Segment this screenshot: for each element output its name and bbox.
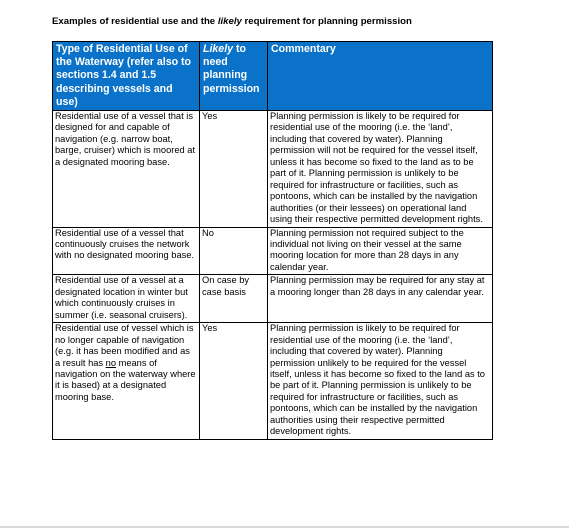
- cell-commentary: Planning permission may be required for any stay at a mooring longer than 28 days in any calendar year.: [268, 275, 493, 323]
- cell-commentary: Planning permission not required subject to the individual not living on their vessel at the same mooring location for more than 28 days in any calendar year.: [268, 227, 493, 275]
- header-likely-rest: to need planning permission: [203, 43, 260, 95]
- cell-commentary: Planning permission is likely to be required for residential use of the mooring (i.e. the ‘land’, including that covered by water). Planning permission unlikely to be required for the vessel itself, unless it has become so fixed to the land as to be part of it. Planning permission is unlikely to be required for infrastructure or facilities, such as pontoons, which can be installed by the navigation authorities using their respective permitted development rights.: [268, 323, 493, 440]
- planning-permission-table: [52, 41, 493, 440]
- cell-type: Residential use of a vessel at a designated location in winter but which continuously cruises in summer (i.e. seasonal cruisers).: [53, 275, 200, 323]
- cell-type: Residential use of a vessel that continuously cruises the network with no designated mooring base.: [53, 227, 200, 275]
- header-likely-emphasis: Likely: [203, 43, 234, 55]
- header-commentary: Commentary: [268, 42, 493, 111]
- header-likely-to-need: [200, 42, 268, 111]
- table-caption: [52, 16, 412, 27]
- caption-text-end: requirement for planning permission: [241, 16, 412, 27]
- cell-type-text-end: means of navigation on the waterway where it is based) at a designated mooring base.: [55, 357, 196, 402]
- cell-likely: No: [200, 227, 268, 275]
- table-row: [53, 111, 493, 228]
- table-row: [53, 275, 493, 323]
- caption-text-start: Examples of residential use and the: [52, 16, 218, 27]
- cell-type-text-start: Residential use of vessel which is no longer capable of navigation (e.g. it has been modified and as a result has: [55, 323, 194, 368]
- cell-type-underlined: no: [105, 357, 116, 368]
- cell-type: [53, 323, 200, 440]
- cell-likely: Yes: [200, 111, 268, 228]
- table-row: [53, 323, 493, 440]
- cell-likely: Yes: [200, 323, 268, 440]
- caption-emphasis: likely: [217, 16, 242, 27]
- cell-type: Residential use of a vessel that is designed for and capable of navigation (e.g. narrow boat, barge, cruiser) which is moored at a designated mooring base.: [53, 111, 200, 228]
- header-type-of-use: Type of Residential Use of the Waterway (refer also to sections 1.4 and 1.5 describing vessels and use): [53, 42, 200, 111]
- table-header-row: [53, 42, 493, 111]
- cell-commentary: Planning permission is likely to be required for residential use of the mooring (i.e. the ‘land’, including that covered by water). Planning permission will not be required for the vessel itself, unless it has become so fixed to the land as to be part of it. Planning permission is unlikely to be required for infrastructure or facilities, such as pontoons, which can be installed by the navigation authorities (or their lessees) on operational land using their respective permitted development rights.: [268, 111, 493, 228]
- cell-likely: On case by case basis: [200, 275, 268, 323]
- table-row: [53, 227, 493, 275]
